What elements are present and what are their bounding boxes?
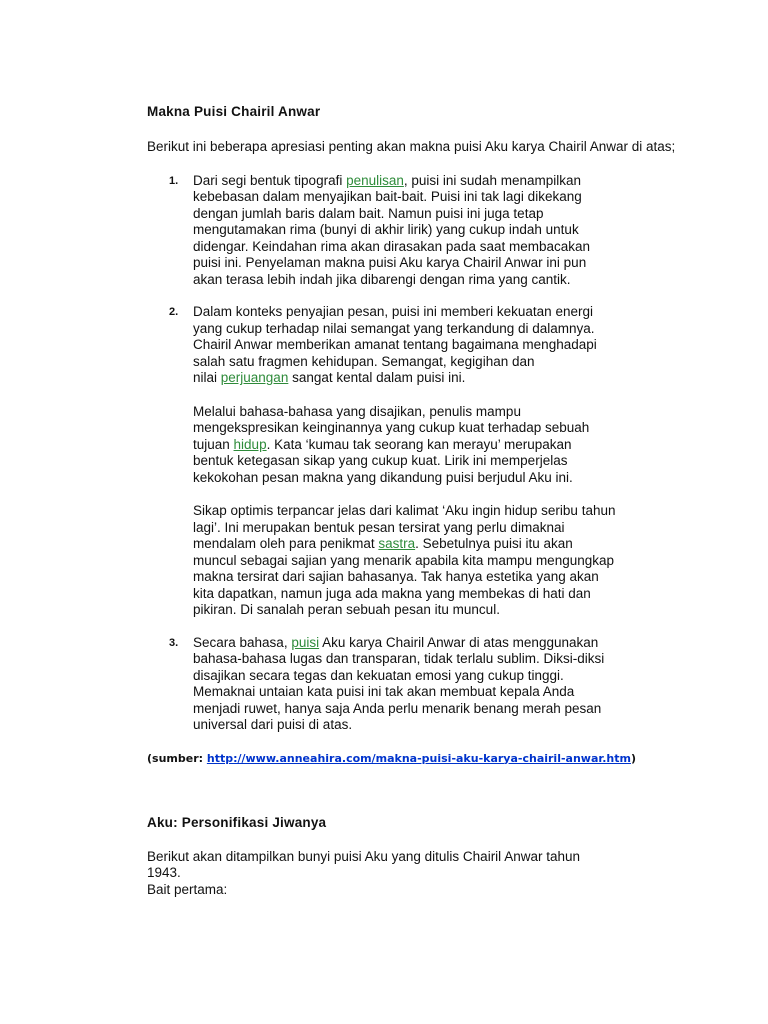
list-item-2 bbox=[147, 304, 687, 619]
section2-intro bbox=[147, 849, 687, 899]
section-title-makna: Makna Puisi Chairil Anwar bbox=[147, 104, 321, 119]
list-item-text: Dalam konteks penyajian pesan, puisi ini memberi kekuatan energi yang cukup terhadap nilai semangat yang terkandung di dalamnya. Chairil Anwar memberikan amanat tentang bagaimana menghadapi salah satu fragmen kehidupan. Semangat, kegigihan dan nilai perjuangan sangat kental dalam puisi ini. bbox=[193, 304, 597, 385]
list-number: 3. bbox=[169, 636, 179, 649]
list-item-1 bbox=[147, 173, 687, 289]
inline-link-sastra[interactable]: sastra bbox=[378, 536, 416, 551]
intro-paragraph: Berikut ini beberapa apresiasi penting akan makna puisi Aku karya Chairil Anwar di atas; bbox=[147, 139, 676, 154]
list-item-paragraph: Sikap optimis terpancar jelas dari kalimat ‘Aku ingin hidup seribu tahun lagi’. Ini merupakan bentuk pesan tersirat yang perlu dimaknai mendalam oleh para penikmat sastra. Sebetulnya puisi itu akan muncul sebagai sajian yang menarik apabila kita mampu mengungkap makna tersirat dari sajian bahasanya. Tak hanya estetika yang akan kita dapatkan, namun juga ada makna yang membekas di hati dan pikiran. Di sanalah peran sebuah pesan itu muncul. bbox=[193, 503, 616, 617]
source-citation bbox=[147, 751, 687, 767]
section2-intro-line2: 1943. bbox=[147, 865, 181, 880]
inline-link-penulisan[interactable]: penulisan bbox=[346, 172, 404, 188]
inline-link-puisi[interactable]: puisi bbox=[291, 634, 320, 650]
list-number: 2. bbox=[169, 306, 179, 318]
document-page bbox=[147, 103, 687, 898]
inline-link-hidup[interactable]: hidup bbox=[233, 436, 267, 452]
source-close: ) bbox=[630, 751, 636, 765]
list-number: 1. bbox=[169, 174, 179, 187]
section-title-aku: Aku: Personifikasi Jiwanya bbox=[147, 814, 327, 830]
section2-intro-line1: Berikut akan ditampilkan bunyi puisi Aku yang ditulis Chairil Anwar tahun bbox=[147, 848, 580, 864]
source-link[interactable]: http://www.anneahira.com/makna-puisi-aku-karya-chairil-anwar.htm bbox=[206, 751, 631, 765]
list-item-text: Secara bahasa, puisi Aku karya Chairil Anwar di atas menggunakan bahasa-bahasa lugas dan transparan, tidak terlalu sublim. Diksi-diksi disajikan secara tegas dan kekuatan emosi yang cukup tinggi. Memaknai untaian kata puisi ini tak akan membuat kepala Anda menjadi ruwet, hanya saja Anda perlu menarik benang merah pesan universal dari puisi di atas. bbox=[193, 634, 605, 732]
apresiasi-list bbox=[147, 173, 687, 734]
list-item-paragraph: Melalui bahasa-bahasa yang disajikan, penulis mampu mengekspresikan keinginannya yang cukup kuat terhadap sebuah tujuan hidup. Kata ‘kumau tak seorang kan merayu’ merupakan bentuk ketegasan sikap yang cukup kuat. Lirik ini memperjelas kekokohan pesan makna yang dikandung puisi berjudul Aku ini. bbox=[193, 403, 590, 485]
list-item-3 bbox=[147, 635, 687, 734]
bait-label: Bait pertama: bbox=[147, 881, 228, 897]
source-open: (sumber: bbox=[147, 751, 207, 765]
inline-link-perjuangan[interactable]: perjuangan bbox=[220, 370, 289, 385]
list-item-text: Dari segi bentuk tipografi penulisan, puisi ini sudah menampilkan kebebasan dalam menyajikan bait-bait. Puisi ini tak lagi dikekang dengan jumlah baris dalam bait. Namun puisi ini juga tetap mengutamakan rima (bunyi di akhir lirik) yang cukup indah untuk didengar. Keindahan rima akan dirasakan pada saat membacakan puisi ini. Penyelaman makna puisi Aku karya Chairil Anwar ini pun akan terasa lebih indah jika dibarengi dengan rima yang cantik. bbox=[193, 172, 591, 287]
